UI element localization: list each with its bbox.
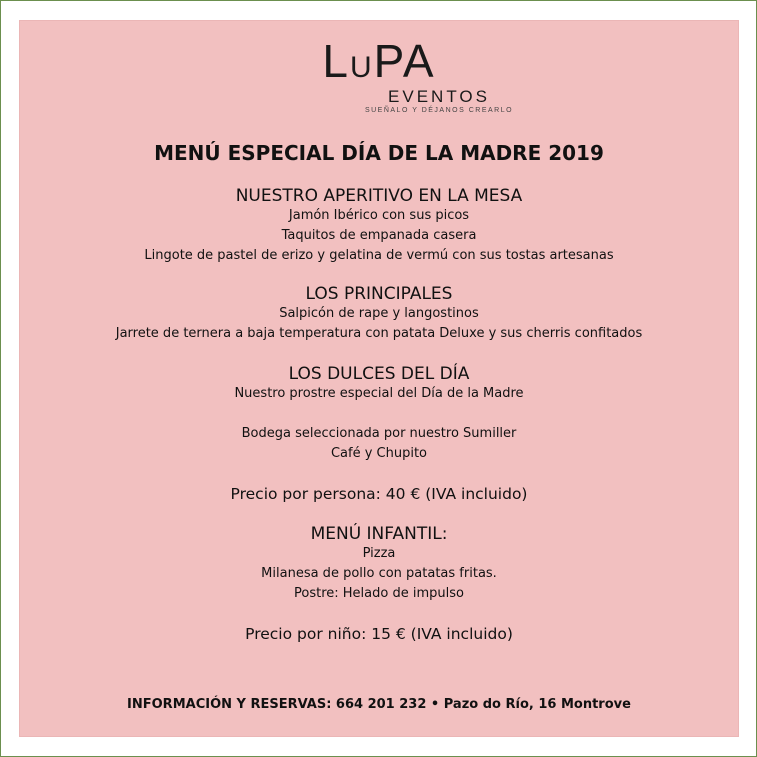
price-kids: Precio por niño: 15 € (IVA incluido) (245, 625, 513, 643)
section-principales (19, 284, 739, 344)
section-heading: NUESTRO APERITIVO EN LA MESA (235, 186, 523, 206)
extras (19, 424, 739, 464)
logo-subtitle: EVENTOS (388, 87, 490, 106)
extra-item: Café y Chupito (330, 446, 428, 461)
logo-letter-l: L (322, 35, 350, 87)
extra-item: Bodega seleccionada por nuestro Sumiller (241, 426, 517, 441)
menu-title: MENÚ ESPECIAL DÍA DE LA MADRE 2019 (154, 141, 604, 165)
menu-item: Pizza (362, 546, 396, 561)
lupa-eventos-logo (19, 36, 739, 126)
logo-tagline: SUEÑALO Y DÉJANOS CREARLO (364, 107, 514, 114)
menu-item: Nuestro prostre especial del Día de la Madre (234, 386, 524, 401)
menu-item: Lingote de pastel de erizo y gelatina de vermú con sus tostas artesanas (144, 248, 614, 263)
menu-item: Jamón Ibérico con sus picos (288, 208, 470, 223)
menu-item: Salpicón de rape y langostinos (279, 306, 479, 321)
menu-item: Milanesa de pollo con patatas fritas. (261, 566, 497, 581)
menu-item: Jarrete de ternera a baja temperatura con patata Deluxe y sus cherris confitados (115, 326, 643, 341)
section-aperitivo (19, 186, 739, 266)
section-heading: LOS PRINCIPALES (305, 284, 453, 304)
logo-letter-u: U (349, 51, 374, 84)
logo-wordmark (19, 36, 739, 88)
menu-item: Postre: Helado de impulso (294, 586, 464, 601)
menu-item: Taquitos de empanada casera (281, 228, 477, 243)
section-dulces (19, 364, 739, 404)
menu-content (19, 140, 739, 644)
section-heading: MENÚ INFANTIL: (310, 524, 448, 544)
section-heading: LOS DULCES DEL DÍA (288, 364, 470, 384)
footer-contact: INFORMACIÓN Y RESERVAS: 664 201 232 • Pazo do Río, 16 Montrove (127, 697, 631, 712)
menu-card (19, 20, 739, 737)
price-adult: Precio por persona: 40 € (IVA incluido) (230, 485, 528, 503)
logo-letters-pa: PA (373, 35, 436, 87)
section-kids (19, 524, 739, 604)
